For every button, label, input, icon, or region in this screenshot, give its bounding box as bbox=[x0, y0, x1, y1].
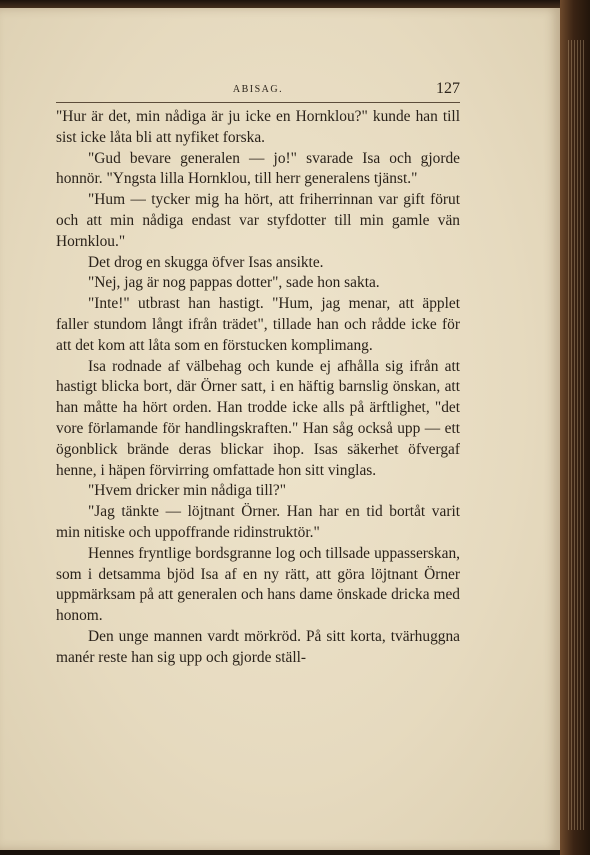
running-head: ABISAG. bbox=[232, 84, 284, 95]
paragraph: "Hvem dricker min nådiga till?" bbox=[88, 482, 287, 500]
paragraph: "Hur är det, min nådiga är ju icke en Hornklou?" kunde han till sist icke låta bli att nyfiket forska. bbox=[56, 108, 460, 146]
page-header bbox=[56, 80, 460, 100]
paragraph: "Hum — tycker mig ha hört, att friherrinnan var gift förut och att min nådiga endast var styfdotter till min gamle vän Hornklou." bbox=[56, 191, 460, 250]
book-page bbox=[0, 8, 560, 850]
header-rule bbox=[56, 102, 460, 103]
paragraph: "Nej, jag är nog pappas dotter", sade hon sakta. bbox=[88, 274, 380, 292]
paragraph: Isa rodnade af välbehag och kunde ej afhålla sig ifrån att hastigt blicka bort, där Örner satt, i en häftig barnslig önskan, att han måtte ha hört orden. Han trodde icke alls på ärftlighet, "det vore förlamande för handlingskraften." Han såg också upp — ett ögonblick brände deras blickar ihop. Isas säkerhet öfvergaf henne, i häpen förvirring omfattade hon sitt vinglas. bbox=[56, 357, 460, 479]
body-text bbox=[56, 107, 460, 669]
paragraph: Den unge mannen vardt mörkröd. På sitt korta, tvärhuggna manér reste han sig upp och gjorde ställ- bbox=[56, 627, 460, 666]
paragraph: "Gud bevare generalen — jo!" svarade Isa och gjorde honnör. "Yngsta lilla Hornklou, till herr generalens tjänst." bbox=[56, 149, 460, 188]
book-page-edges bbox=[560, 0, 590, 855]
paragraph: Det drog en skugga öfver Isas ansikte. bbox=[88, 253, 324, 271]
paragraph: "Jag tänkte — löjtnant Örner. Han har en tid bortåt varit min nitiske och uppoffrande ridinstruktör." bbox=[56, 503, 460, 541]
paragraph: "Inte!" utbrast han hastigt. "Hum, jag menar, att äpplet faller stundom långt ifrån trädet", tillade han och rådde icke för att det kom att låta som en förstucken komplimang. bbox=[56, 295, 460, 354]
page-edge-lines bbox=[568, 40, 584, 830]
page-number: 127 bbox=[436, 80, 460, 97]
paragraph: Hennes fryntlige bordsgranne log och tillsade uppasserskan, som i detsamma bjöd Isa af en ny rätt, att göra löjtnant Örner uppmärksam på att generalen och hans dame önskade dricka med honom. bbox=[56, 544, 460, 625]
